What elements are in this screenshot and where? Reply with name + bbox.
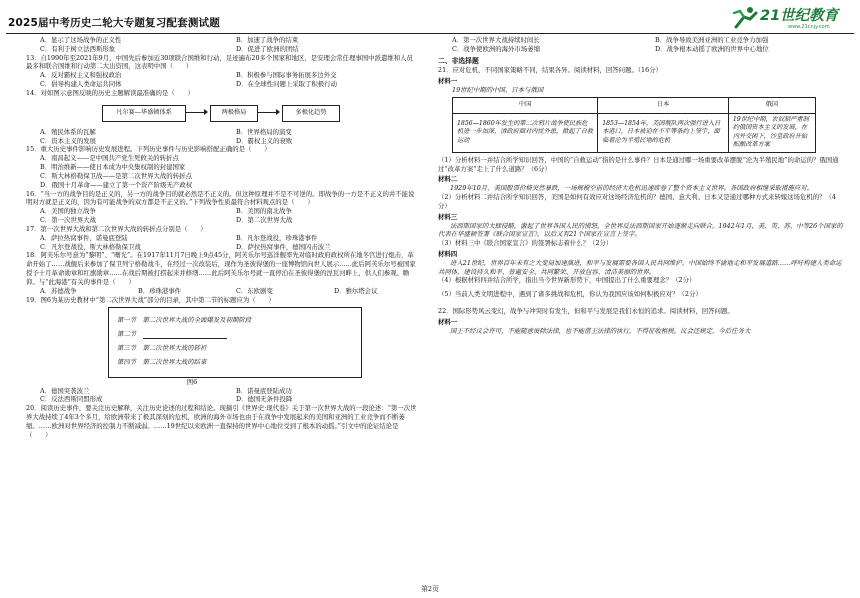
- left-column: [26, 36, 418, 439]
- flow-arrow-icon: [258, 112, 278, 113]
- figure-6-contents-box: [108, 307, 362, 377]
- option: A．反对霸权主义和强权政治: [40, 71, 122, 80]
- table-cell: 1856—1860年发生的第二次鸦片战争使民族危机进一步加深，清政府面对内忧外患，掀起了自救运动: [453, 113, 598, 152]
- question-22: 22．国际形势风云变幻，战争与冲突时有发生，但和平与发展是我们永恒的追求。阅读材料，回答问题。: [438, 307, 734, 316]
- option: B．积极参与国际事务拓展多边外交: [236, 71, 337, 80]
- option: D．霸权主义的衰败: [236, 136, 293, 145]
- table-cell: 19世纪中期，农奴制严重制约俄国资本主义的发展，在内外交困下，沙皇政府开始酝酿改革方案: [728, 113, 815, 152]
- option: A．美国的独立战争: [40, 207, 96, 216]
- question-21-1: （1）分析材料一并结合所学知识回答，中国的“自救运动”指的是什么事件？日本是通过哪一场重要改革摆脱“沦为半殖民地”的命运的？俄国通过“改革方案”走上了什么道路？（6分）: [438, 155, 839, 173]
- option: D．第二次世界大战: [236, 216, 293, 225]
- right-column: [438, 36, 844, 336]
- material-label: 材料一: [438, 76, 458, 85]
- question-13: 13．自1990年至2021年9月，中国先后参加近30项联合国维和行动，足迹遍布20多个国家和地区，是安理会常任理事国中派遣维和人员最多和联合国维和行动第二大出资国，这表明中国（ ）: [26, 53, 413, 71]
- material-label: 材料四: [438, 249, 458, 258]
- option: D．雅尔塔会议: [334, 286, 378, 295]
- q15-options: [26, 154, 418, 189]
- option: C．战争使欧洲的海外市场萎缩: [452, 44, 540, 53]
- logo-text: 21世纪教育: [760, 8, 839, 24]
- option: B．明治维新——使日本成为中央集权制的封建国家: [40, 163, 186, 172]
- q14-options: [26, 128, 418, 146]
- q17-options: [26, 234, 418, 252]
- flow-box-bipolar: 两极格局: [210, 105, 258, 122]
- option: D．促进了欧洲的团结: [236, 44, 299, 53]
- question-21-4: （4）根据材料四并结合所学，指出当今世界新形势下，中国提出了什么重要理念？（2分）: [438, 276, 696, 285]
- option: D．战争根本动摇了欧洲的世界中心地位: [655, 44, 769, 53]
- option: A．显示了这场战争的正义性: [40, 36, 122, 44]
- comparison-table: [452, 97, 816, 153]
- option: A．德国突袭波兰: [40, 386, 90, 395]
- option: B．世界格局的演变: [236, 127, 292, 136]
- option: C．东欧剧变: [236, 286, 273, 295]
- flow-box-multipolar: 多极化趋势: [282, 105, 340, 122]
- brand-logo: [730, 5, 848, 33]
- option: C．凡尔登战役，斯大林格勒保卫战: [40, 242, 141, 251]
- q14-flow-diagram: [26, 100, 418, 126]
- option: C．倡导构建人类命运共同体: [40, 80, 122, 89]
- section-heading: 二、非选择题: [438, 56, 479, 65]
- page-header-title: 2025届中考历史二轮大专题复习配套测试题: [8, 17, 220, 29]
- option: D．俄国十月革命——建立了第一个资产阶级无产政权: [40, 180, 193, 189]
- option: C．反法西斯同盟形成: [40, 395, 103, 404]
- q12-options: [26, 36, 418, 54]
- q20-options: [438, 36, 844, 54]
- page-number: 第2页: [421, 585, 439, 593]
- material-text: 1929年10月，美国股票价格突然暴跌，一场规模空前的经济大危机迅速席卷了整个资本主义世界。各国政府相继采取措施应对。: [450, 184, 814, 193]
- question-21: 21．应对危机，不同国家策略不同，结果各异。阅读材料，回答问题。（16分）: [438, 66, 662, 75]
- option: C．斯大林格勒保卫战——是第二次世界大战的转折点: [40, 171, 192, 180]
- toc-line: 第三节 第二次世界大战的转折: [117, 344, 207, 353]
- table-header: 中国: [453, 97, 598, 113]
- question-17: 17．第一次世界大战和第二次世界大战的转折点分别是（ ）: [26, 224, 207, 233]
- option: A．苏德战争: [40, 286, 77, 295]
- runner-logo-icon: [730, 5, 760, 31]
- question-19: 19．图6为某历史教材中“第二次世界大战”部分的目录，其中第二节的标题应为（ ）: [26, 295, 275, 304]
- material-text: 进入21世纪，世界百年未有之大变局加速演进，和平与发展需要各国人民共同维护。中国始终不渝地走和平发展道路……呼吁构建人类命运共同体，建设持久和平、普遍安全、共同繁荣、开放包容、清洁美丽的世界。: [438, 258, 842, 276]
- material-text: 法西斯国家的大肆侵略，激起了世界各国人民的愤怒，全世界反法西斯国家开始逐渐走向联合。1942年1月，美、英、苏、中等26个国家的代表在华盛顿签署《联合国家宣言》，以后又有21个国家在宣言上签字。: [438, 221, 843, 239]
- table-cell: 1853—1854年，美国舰队两次强行进入日本港口，日本被迫在不平等条约上签字，面临着沦为半殖民地的危机: [598, 113, 729, 152]
- option: D．在全球性问题上采取了积极行动: [236, 80, 337, 89]
- toc-line: 第四节 第二次世界大战的结束: [117, 357, 207, 366]
- option: C．资本主义的发展: [40, 136, 97, 145]
- option: A．第一次世界大战持续时间长: [452, 36, 540, 44]
- question-21-3: （3）材料三中《联合国家宣言》的签署标志着什么？（2分）: [438, 239, 613, 248]
- option: B．加速了战争的结束: [236, 36, 299, 44]
- figure-6-caption: 图6: [186, 377, 198, 386]
- toc-line: 第一节 第二次世界大战的全面爆发及初期阶段: [117, 316, 252, 325]
- question-18: 18．阿芙乐尔号意为“黎明”、“曙光”。在1917年11月7日晚上9点45分，阿芙乐尔号巡洋舰率先对临时政府政权所在地冬宫进行炮击，革命开始了……战舰后来参加了保卫列宁格勒战斗，在经过一次改装后，现作为圣彼得堡的一座博物馆向世人展示……此后阿芙乐尔号被国家授予十月革命勋章和红旗勋章……在战后期被打捞起来并修缮……此后阿芙乐尔号就一直停泊在圣彼得堡的涅瓦河畔上，供人们参观、瞻仰。与“此海港”有关的事件是（ ）: [26, 251, 416, 286]
- logo-url: www.21cnjy.com: [788, 24, 830, 30]
- flow-arrow-icon: [186, 112, 206, 113]
- option: C．有利于树立法西斯形象: [40, 44, 116, 53]
- option: C．第一次世界大战: [40, 216, 97, 225]
- table-header: 日本: [598, 97, 729, 113]
- material-label: 材料一: [438, 317, 458, 326]
- q19-options: [26, 387, 418, 405]
- question-21-5: （5）当前人类文明进程中，遇到了诸多挑战和危机，你认为我国应该如何积极应对？（2分）: [438, 290, 702, 299]
- option: B．凡尔登战役，珍珠港事件: [236, 233, 318, 242]
- material-text: 国王不经议会许可，不能随意废除法律，也不能借王法律的执行，不得征收租税。议会还规定，今后任务大: [450, 326, 751, 335]
- option: B．珍珠港事件: [138, 286, 182, 295]
- toc-line-blank: 第二节: [117, 330, 353, 339]
- flow-box-versailles: 凡尔赛—华盛顿体系: [102, 105, 186, 122]
- option: B．美国的南北战争: [236, 207, 292, 216]
- option: A．殖民体系的瓦解: [40, 127, 96, 136]
- q16-options: [26, 207, 418, 225]
- question-21-2: （2）分析材料二并结合所学知识回答，美国是如何有效应对这场经济危机的？德国、意大利、日本又是通过哪种方式来转嫁这场危机的？（4分）: [438, 193, 836, 210]
- option: D．萨拉热窝事件，德国闪击波兰: [236, 242, 331, 251]
- option: A．南昌起义——是中国共产党生死攸关的转折点: [40, 154, 179, 163]
- material-label: 材料三: [438, 212, 458, 221]
- q13-options: [26, 71, 418, 89]
- option: B．诺曼底登陆成功: [236, 386, 292, 395]
- header-rule: [6, 33, 854, 34]
- question-20: 20．阅读历史事件，要关注历史解释，关注历史论述的过程和结论。现摘引《世界史·现代卷》关于第一次世界大战的一段论述：“第一次世界大战持续了4年3个多月，给欧洲带来了极其深刻的危机，欧洲的海外市场也由于在战争中发展起来的美国和亚洲的工业竞争而不断萎缩。……欧洲对世界经济的控制力不断减弱。……19世纪以来欧洲一直保持的世界中心地位受到了根本的动摇。”引文中的论证结论是（ ）: [26, 404, 417, 439]
- table-caption: 19世纪中期的中国、日本与俄国: [452, 85, 544, 94]
- option: B．战争导致美洲亚洲的工业竞争力加强: [655, 36, 769, 44]
- question-14: 14．对如图示意图反映的历史主题解读最准确的是（ ）: [26, 88, 194, 97]
- option: D．德国无条件投降: [236, 395, 293, 404]
- q18-options: [26, 287, 418, 296]
- option: A．萨拉热窝事件，诺曼底登陆: [40, 233, 128, 242]
- table-header: 俄国: [728, 97, 815, 113]
- question-15: 15．重大历史事件影响历史发展进程。下列历史事件与历史影响搭配正确的是（ ）: [26, 145, 271, 154]
- material-label: 材料二: [438, 175, 458, 184]
- question-16: 16．“当一方的战争目的是正义的，另一方的战争目的就必然是不正义的。但这种原理并不是不可逆的。即战争的一方是不正义的并不能说明对方就是正义的，因为有可能战争的双方都是不正义的。”下列战争性质最符合材料观点的是（ ）: [26, 189, 415, 207]
